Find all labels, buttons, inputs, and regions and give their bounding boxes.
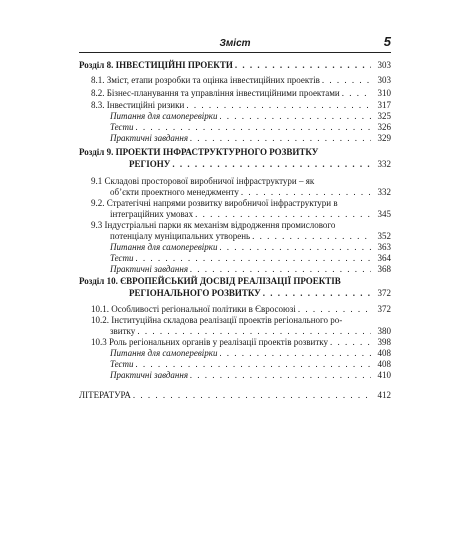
toc-entry-title: Тести bbox=[110, 253, 134, 263]
leader-dots bbox=[190, 264, 371, 274]
toc-entry-title: Питання для самоперевірки bbox=[110, 111, 218, 121]
toc-entry-page: 408 bbox=[377, 348, 391, 358]
toc-entry-page: 372 bbox=[377, 288, 391, 298]
toc-entry-title: потенціалу муніципальних утворень bbox=[110, 231, 251, 241]
toc-entry-10-2[interactable] bbox=[110, 326, 391, 336]
toc-entry-9-tests[interactable] bbox=[110, 253, 391, 263]
leader-dots bbox=[322, 75, 371, 85]
toc-entry-page: 363 bbox=[377, 242, 391, 252]
toc-entry-title: 10.1. Особливості регіональної політики в Євросоюзі bbox=[91, 304, 296, 314]
toc-entry-page: 368 bbox=[377, 264, 391, 274]
leader-dots bbox=[220, 242, 372, 252]
toc-entry-page: 398 bbox=[377, 337, 391, 347]
leader-dots bbox=[186, 100, 371, 110]
toc-entry-page: 303 bbox=[377, 75, 391, 85]
toc-literature[interactable] bbox=[79, 390, 391, 400]
toc-entry-title: ЛІТЕРАТУРА bbox=[79, 390, 131, 400]
toc-entry-9-1-line1[interactable]: 9.1 Складові просторової виробничої інфраструктури – як bbox=[91, 176, 315, 186]
toc-entry-page: 332 bbox=[377, 159, 391, 169]
toc-entry-title: звитку bbox=[110, 326, 136, 336]
page-number: 5 bbox=[383, 34, 391, 49]
toc-entry-9-3[interactable] bbox=[110, 231, 391, 241]
toc-entry-page: 352 bbox=[377, 231, 391, 241]
toc-entry-page: 329 bbox=[377, 133, 391, 143]
toc-entry-page: 380 bbox=[377, 326, 391, 336]
leader-dots bbox=[298, 304, 371, 314]
toc-entry-10-questions[interactable] bbox=[110, 348, 391, 358]
leader-dots bbox=[172, 159, 371, 169]
leader-dots bbox=[136, 359, 371, 369]
leader-dots bbox=[136, 122, 371, 132]
toc-entry-page: 317 bbox=[377, 100, 391, 110]
toc-entry-title: Розділ 8. ІНВЕСТИЦІЙНІ ПРОЕКТИ bbox=[79, 60, 233, 70]
leader-dots bbox=[220, 111, 372, 121]
toc-entry-10-3[interactable] bbox=[91, 337, 391, 347]
toc-entry-8-tasks[interactable] bbox=[110, 133, 391, 143]
toc-entry-10-2-line1[interactable]: 10.2. Інституційна складова реалізації проектів регіонального ро- bbox=[91, 315, 343, 325]
toc-entry-10-1[interactable] bbox=[91, 304, 391, 314]
toc-entry-page: 372 bbox=[377, 304, 391, 314]
running-title: Зміст bbox=[219, 38, 251, 49]
toc-entry-title: РЕГІОНУ bbox=[129, 159, 171, 169]
toc-entry-page: 325 bbox=[377, 111, 391, 121]
toc-entry-title: РЕГІОНАЛЬНОГО РОЗВИТКУ bbox=[129, 288, 261, 298]
toc-entry-page: 410 bbox=[377, 370, 391, 380]
toc-entry-8-2[interactable] bbox=[91, 88, 391, 98]
toc-entry-title: об’єкти проектного менеджменту bbox=[110, 187, 239, 197]
toc-entry-title: Тести bbox=[110, 359, 134, 369]
leader-dots bbox=[133, 390, 371, 400]
page-header bbox=[79, 34, 391, 50]
toc-entry-title: 8.2. Бізнес-планування та управління інвестиційними проектами bbox=[91, 88, 340, 98]
leader-dots bbox=[235, 60, 371, 70]
toc-entry-8-3[interactable] bbox=[91, 100, 391, 110]
toc-entry-page: 310 bbox=[377, 88, 391, 98]
toc-section-9[interactable] bbox=[129, 159, 391, 169]
toc-section-9-title-line1[interactable]: Розділ 9. ПРОЕКТИ ІНФРАСТРУКТУРНОГО РОЗВИТКУ bbox=[79, 147, 319, 157]
toc-entry-title: 8.3. Інвестиційні ризики bbox=[91, 100, 185, 110]
toc-entry-title: Практичні завдання bbox=[110, 264, 189, 274]
toc-entry-title: 10.3 Роль регіональних органів у реалізації проектів розвитку bbox=[91, 337, 329, 347]
toc-entry-page: 332 bbox=[377, 187, 391, 197]
toc-entry-9-questions[interactable] bbox=[110, 242, 391, 252]
toc-entry-page: 303 bbox=[377, 60, 391, 70]
toc-entry-8-1[interactable] bbox=[91, 75, 391, 85]
toc-section-10[interactable] bbox=[129, 288, 391, 298]
toc-entry-10-tests[interactable] bbox=[110, 359, 391, 369]
toc-entry-title: інтеграційних умовах bbox=[110, 209, 194, 219]
header-rule bbox=[79, 52, 391, 53]
leader-dots bbox=[190, 133, 371, 143]
toc-entry-page: 408 bbox=[377, 359, 391, 369]
toc-entry-page: 345 bbox=[377, 209, 391, 219]
toc-entry-8-questions[interactable] bbox=[110, 111, 391, 121]
toc-entry-9-2-line1[interactable]: 9.2. Стратегічні напрями розвитку виробничої інфраструктури в bbox=[91, 198, 338, 208]
toc-entry-10-tasks[interactable] bbox=[110, 370, 391, 380]
toc-entry-9-1[interactable] bbox=[110, 187, 391, 197]
toc-section-10-title-line1[interactable]: Розділ 10. ЄВРОПЕЙСЬКИЙ ДОСВІД РЕАЛІЗАЦІЇ ПРОЕКТІВ bbox=[79, 276, 341, 286]
leader-dots bbox=[241, 187, 371, 197]
leader-dots bbox=[190, 370, 371, 380]
leader-dots bbox=[263, 288, 371, 298]
toc-entry-9-tasks[interactable] bbox=[110, 264, 391, 274]
toc-entry-page: 326 bbox=[377, 122, 391, 132]
toc-entry-title: Питання для самоперевірки bbox=[110, 242, 218, 252]
leader-dots bbox=[342, 88, 371, 98]
leader-dots bbox=[330, 337, 371, 347]
toc-entry-title: Практичні завдання bbox=[110, 370, 189, 380]
toc-entry-title: 8.1. Зміст, етапи розробки та оцінка інвестиційних проектів bbox=[91, 75, 320, 85]
leader-dots bbox=[195, 209, 371, 219]
leader-dots bbox=[220, 348, 372, 358]
toc-section-8[interactable] bbox=[79, 60, 391, 70]
toc-entry-title: Питання для самоперевірки bbox=[110, 348, 218, 358]
toc-entry-title: Тести bbox=[110, 122, 134, 132]
toc-entry-page: 364 bbox=[377, 253, 391, 263]
leader-dots bbox=[136, 253, 371, 263]
toc-entry-page: 412 bbox=[377, 390, 391, 400]
toc-entry-title: Практичні завдання bbox=[110, 133, 189, 143]
toc-entry-8-tests[interactable] bbox=[110, 122, 391, 132]
leader-dots bbox=[252, 231, 371, 241]
toc-entry-9-2[interactable] bbox=[110, 209, 391, 219]
leader-dots bbox=[137, 326, 371, 336]
toc-entry-9-3-line1[interactable]: 9.3 Індустріальні парки як механізм відродження промислового bbox=[91, 220, 336, 230]
